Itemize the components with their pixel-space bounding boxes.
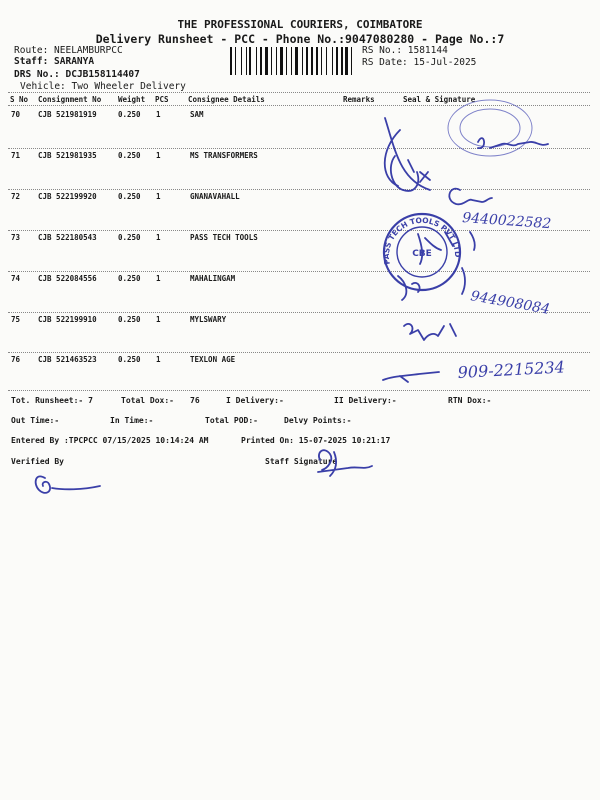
- runsheet-title: Delivery Runsheet - PCC - Phone No.:9047080280 - Page No.:7: [95, 32, 505, 46]
- barcode-bar: [247, 47, 248, 75]
- row-consignee: GNANAVAHALL: [190, 192, 240, 201]
- row-consignee: MAHALINGAM: [190, 274, 236, 283]
- ii-delivery: II Delivery:-: [334, 396, 397, 405]
- barcode-bar: [321, 47, 322, 75]
- barcode-bar: [271, 47, 272, 75]
- barcode-bar: [273, 47, 275, 75]
- rs-number: RS No.: 1581144: [362, 45, 448, 56]
- barcode-bar: [309, 47, 310, 75]
- barcode-bar: [319, 47, 320, 75]
- col-pcs: PCS: [155, 95, 169, 104]
- row-weight: 0.250: [118, 192, 141, 201]
- verified-signature-icon: [36, 476, 100, 493]
- staff-signature-label: Staff Signature: [265, 457, 338, 466]
- row-consignment: CJB 522180543: [38, 233, 97, 242]
- row-weight: 0.250: [118, 110, 141, 119]
- row-sno: 72: [11, 192, 21, 201]
- rs-date: RS Date: 15-Jul-2025: [362, 57, 477, 68]
- delvy-points: Delvy Points:-: [284, 416, 352, 425]
- i-delivery: I Delivery:-: [226, 396, 284, 405]
- col-seal: Seal & Signature: [403, 95, 476, 104]
- barcode-bar: [295, 47, 298, 75]
- row-rule: [8, 271, 590, 272]
- row-consignment: CJB 521981919: [38, 110, 97, 119]
- row76-phone: 909-2215234: [457, 357, 566, 382]
- printed-on: Printed On: 15-07-2025 10:21:17: [241, 436, 391, 445]
- row-rule: [8, 352, 590, 353]
- route-label: Route: NEELAMBURPCC: [14, 45, 123, 56]
- row-consignee: MYLSWARY: [190, 315, 227, 324]
- barcode-bar: [249, 47, 251, 75]
- row72-phone: 9440022582: [461, 210, 552, 233]
- barcode-bar: [291, 47, 292, 75]
- barcode-bar: [258, 47, 259, 75]
- col-sno: S No: [10, 95, 29, 104]
- barcode-bar: [353, 47, 355, 75]
- row-pcs: 1: [156, 355, 161, 364]
- barcode-bar: [237, 47, 240, 75]
- row-sno: 75: [11, 315, 21, 324]
- tot-runsheet: Tot. Runsheet:- 7: [11, 396, 93, 405]
- barcode: [230, 47, 356, 75]
- barcode-bar: [260, 47, 262, 75]
- row-consignee: SAM: [190, 110, 204, 119]
- barcode-bar: [345, 47, 348, 75]
- row-pcs: 1: [156, 110, 161, 119]
- row-weight: 0.250: [118, 355, 141, 364]
- row-consignment: CJB 522199920: [38, 192, 97, 201]
- barcode-bar: [336, 47, 338, 75]
- row-rule: [8, 230, 590, 231]
- barcode-bar: [252, 47, 255, 75]
- barcode-bar: [334, 47, 335, 75]
- row-consignment: CJB 522199910: [38, 315, 97, 324]
- row-sno: 74: [11, 274, 21, 283]
- barcode-bar: [332, 47, 333, 75]
- out-time: Out Time:-: [11, 416, 60, 425]
- barcode-bar: [341, 47, 343, 75]
- staff-label: Staff: SARANYA: [14, 56, 95, 67]
- barcode-bar: [246, 47, 247, 75]
- total-pod: Total POD:-: [205, 416, 258, 425]
- drs-value: DCJB158114407: [65, 69, 140, 80]
- total-dox-label: Total Dox:-: [121, 396, 174, 405]
- barcode-bar: [230, 47, 232, 75]
- row-rule: [8, 189, 590, 190]
- row-consignment: CJB 521463523: [38, 355, 97, 364]
- barcode-bar: [241, 47, 242, 75]
- header-bottom-rule: [8, 105, 590, 106]
- barcode-bar: [269, 47, 270, 75]
- barcode-bar: [311, 47, 314, 75]
- rtn-dox: RTN Dox:-: [448, 396, 492, 405]
- barcode-bar: [349, 47, 350, 75]
- barcode-bar: [288, 47, 290, 75]
- row-consignee: PASS TECH TOOLS: [190, 233, 258, 242]
- col-consignee: Consignee Details: [188, 95, 265, 104]
- table-row: [0, 274, 600, 314]
- barcode-bar: [306, 47, 308, 75]
- table-row: [0, 110, 600, 150]
- row-pcs: 1: [156, 233, 161, 242]
- row-consignment: CJB 521981935: [38, 151, 97, 160]
- entered-by: Entered By :TPCPCC 07/15/2025 10:14:24 AM: [11, 436, 209, 445]
- barcode-bar: [256, 47, 257, 75]
- barcode-bar: [323, 47, 325, 75]
- barcode-bar: [339, 47, 340, 75]
- row-pcs: 1: [156, 192, 161, 201]
- row-pcs: 1: [156, 315, 161, 324]
- row-sno: 76: [11, 355, 21, 364]
- row-rule: [8, 312, 590, 313]
- barcode-bar: [280, 47, 283, 75]
- barcode-bar: [276, 47, 277, 75]
- table-row: [0, 151, 600, 191]
- barcode-bar: [302, 47, 303, 75]
- barcode-bar: [293, 47, 294, 75]
- verified-by-label: Verified By: [11, 457, 64, 466]
- row-pcs: 1: [156, 151, 161, 160]
- row-weight: 0.250: [118, 274, 141, 283]
- col-consignment: Consignment No: [38, 95, 102, 104]
- row74-phone: 944908084: [469, 288, 552, 318]
- barcode-bar: [299, 47, 301, 75]
- row-pcs: 1: [156, 274, 161, 283]
- row-sno: 73: [11, 233, 21, 242]
- in-time: In Time:-: [110, 416, 154, 425]
- barcode-bar: [265, 47, 268, 75]
- vehicle-label: Vehicle: Two Wheeler Delivery: [20, 81, 186, 92]
- barcode-bar: [233, 47, 234, 75]
- row-rule: [8, 390, 590, 391]
- row-weight: 0.250: [118, 151, 141, 160]
- barcode-bar: [278, 47, 280, 75]
- drs-number: [14, 69, 140, 80]
- company-title: THE PROFESSIONAL COURIERS, COIMBATORE: [177, 18, 423, 31]
- header-top-rule: [8, 92, 590, 93]
- row-weight: 0.250: [118, 233, 141, 242]
- total-dox-value: 76: [190, 396, 200, 405]
- drs-label: DRS No.:: [14, 69, 60, 80]
- table-row: [0, 192, 600, 232]
- row-weight: 0.250: [118, 315, 141, 324]
- barcode-bar: [304, 47, 305, 75]
- barcode-bar: [243, 47, 245, 75]
- row-sno: 71: [11, 151, 21, 160]
- col-weight: Weight: [118, 95, 146, 104]
- barcode-bar: [326, 47, 327, 75]
- table-row: [0, 233, 600, 273]
- barcode-bar: [286, 47, 287, 75]
- barcode-bar: [351, 47, 352, 75]
- barcode-bar: [344, 47, 345, 75]
- col-remarks: Remarks: [343, 95, 375, 104]
- stamp-center-text: CBE: [412, 249, 432, 259]
- row-consignee: TEXLON AGE: [190, 355, 236, 364]
- barcode-bar: [328, 47, 331, 75]
- table-row: [0, 315, 600, 355]
- row-consignment: CJB 522084556: [38, 274, 97, 283]
- row-sno: 70: [11, 110, 21, 119]
- barcode-bar: [314, 47, 315, 75]
- barcode-bar: [284, 47, 285, 75]
- row-consignee: MS TRANSFORMERS: [190, 151, 258, 160]
- barcode-bar: [263, 47, 264, 75]
- row-rule: [8, 148, 590, 149]
- table-row: [0, 355, 600, 395]
- barcode-bar: [316, 47, 318, 75]
- barcode-bar: [235, 47, 236, 75]
- stamp-text: PASS TECH TOOLS PVT LTD: [381, 215, 463, 266]
